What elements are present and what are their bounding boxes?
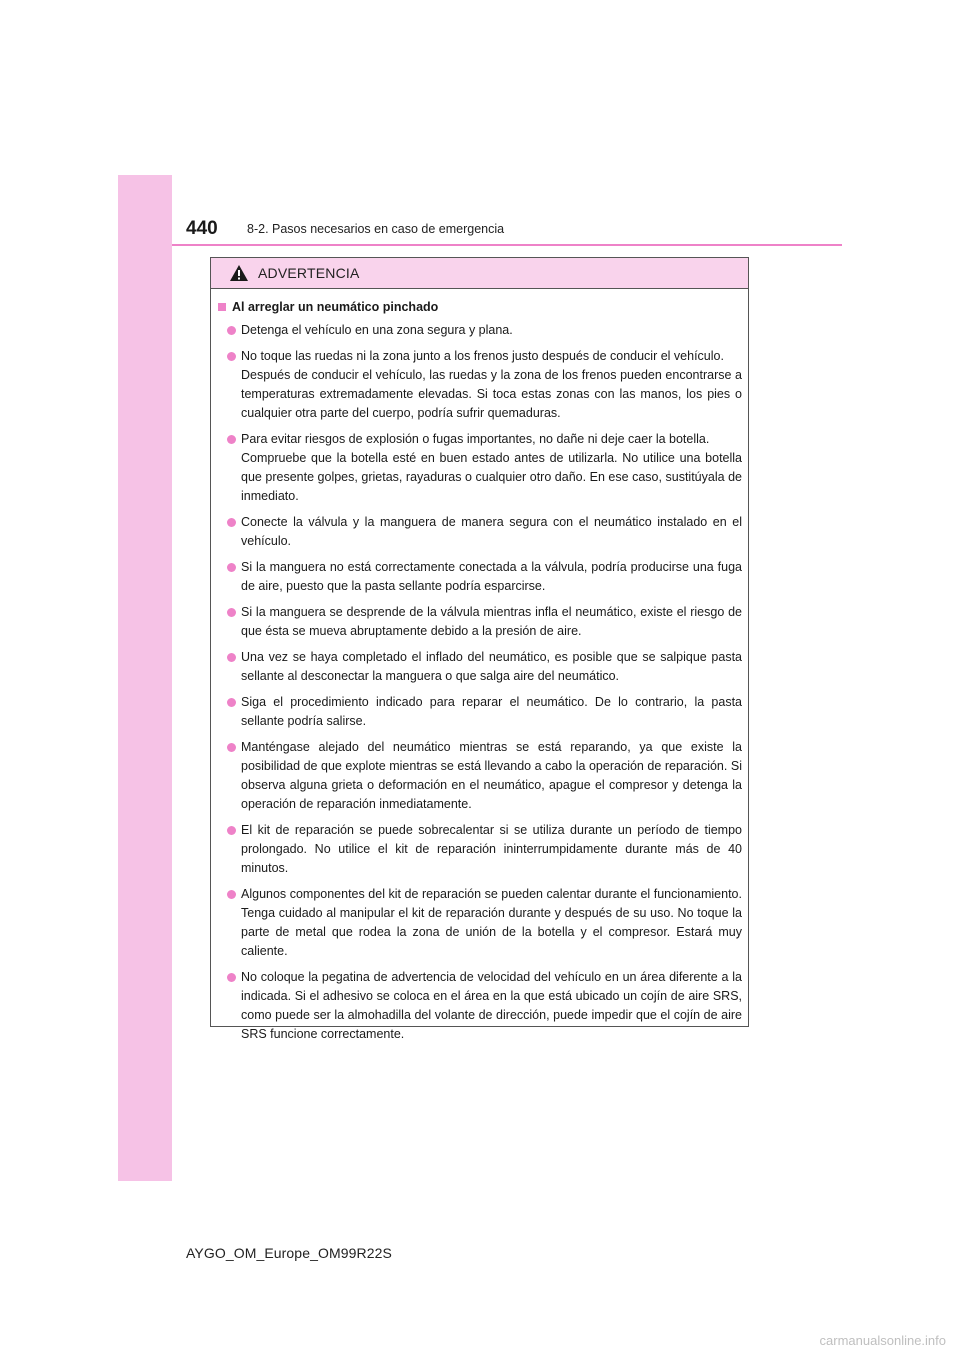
list-item — [218, 885, 742, 961]
bullet-icon — [227, 743, 236, 752]
bullet-icon — [227, 435, 236, 444]
list-item — [218, 558, 742, 596]
item-text: Detenga el vehículo en una zona segura y plana. — [241, 323, 513, 337]
bullet-icon — [227, 890, 236, 899]
bullet-icon — [227, 973, 236, 982]
item-text: El kit de reparación se puede sobrecalentar si se utiliza durante un período de tiempo prolongado. No utilice el kit de reparación ininterrumpidamente durante más de 40 minutos. — [241, 823, 742, 875]
item-detail: Después de conducir el vehículo, las ruedas y la zona de los frenos pueden encontrarse a temperaturas extremadamente elevadas. Si toca estas zonas con las manos, los pies o cualquier otra parte del cuerpo, podría sufrir quemaduras. — [241, 368, 742, 420]
footer-document-code: AYGO_OM_Europe_OM99R22S — [186, 1245, 392, 1261]
bullet-icon — [227, 352, 236, 361]
page-number: 440 — [186, 218, 218, 239]
list-item — [218, 738, 742, 814]
item-text: Para evitar riesgos de explosión o fugas importantes, no dañe ni deje caer la botella. — [241, 432, 710, 446]
side-color-band — [118, 175, 172, 1181]
item-text: Manténgase alejado del neumático mientras se está reparando, ya que existe la posibilidad de que explote mientras se está llevando a cabo la operación de reparación. Si observa alguna grieta o deformación en el neumático, apague el compresor y detenga la operación de reparación inmediatamente. — [241, 740, 742, 811]
section-title: 8-2. Pasos necesarios en caso de emergencia — [247, 222, 505, 236]
warning-header — [211, 258, 748, 289]
list-item — [218, 821, 742, 878]
item-detail: Compruebe que la botella esté en buen estado antes de utilizarla. No utilice una botella que presente golpes, grietas, rayaduras o cualquier otro daño. En ese caso, sustitúyala de inmediato. — [241, 451, 742, 503]
item-text: No toque las ruedas ni la zona junto a los frenos justo después de conducir el vehículo. — [241, 349, 724, 363]
warning-title: ADVERTENCIA — [258, 265, 360, 281]
square-bullet-icon — [218, 303, 226, 311]
bullet-icon — [227, 653, 236, 662]
bullet-icon — [227, 698, 236, 707]
item-text: Siga el procedimiento indicado para reparar el neumático. De lo contrario, la pasta sellante podría salirse. — [241, 695, 742, 728]
bullet-icon — [227, 326, 236, 335]
bullet-icon — [227, 826, 236, 835]
list-item — [218, 321, 742, 340]
warning-topic — [218, 300, 742, 314]
warning-list — [218, 321, 742, 1044]
item-text: Algunos componentes del kit de reparación se pueden calentar durante el funcionamiento. Tenga cuidado al manipular el kit de reparación durante y después de su uso. No toque la parte de metal que rodea la zona de unión de la botella y el compresor. Estará muy caliente. — [241, 887, 742, 958]
item-text: Si la manguera se desprende de la válvula mientras infla el neumático, existe el riesgo de que ésta se mueva abruptamente debido a la presión de aire. — [241, 605, 742, 638]
item-text: No coloque la pegatina de advertencia de velocidad del vehículo en un área diferente a la indicada. Si el adhesivo se coloca en el área en la que está ubicado un cojín de aire SRS, como puede ser la almohadilla del volante de dirección, puede impedir que el cojín de aire SRS funcione correctamente. — [241, 970, 742, 1041]
bullet-icon — [227, 608, 236, 617]
list-item — [218, 513, 742, 551]
list-item — [218, 430, 742, 506]
header-rule — [172, 244, 842, 246]
warning-topic-label: Al arreglar un neumático pinchado — [232, 300, 439, 314]
bullet-icon — [227, 563, 236, 572]
list-item — [218, 347, 742, 423]
item-text: Una vez se haya completado el inflado del neumático, es posible que se salpique pasta sellante al desconectar la manguera o que salga aire del neumático. — [241, 650, 742, 683]
warning-body — [211, 289, 748, 1044]
warning-box — [210, 257, 749, 1041]
warning-triangle-icon — [229, 264, 249, 282]
item-text: Conecte la válvula y la manguera de manera segura con el neumático instalado en el vehículo. — [241, 515, 742, 548]
list-item — [218, 693, 742, 731]
list-item — [218, 603, 742, 641]
watermark: carmanualsonline.info — [819, 1333, 946, 1348]
list-item — [218, 648, 742, 686]
list-item — [218, 968, 742, 1044]
bullet-icon — [227, 518, 236, 527]
item-text: Si la manguera no está correctamente conectada a la válvula, podría producirse una fuga de aire, puesto que la pasta sellante podría esparcirse. — [241, 560, 742, 593]
